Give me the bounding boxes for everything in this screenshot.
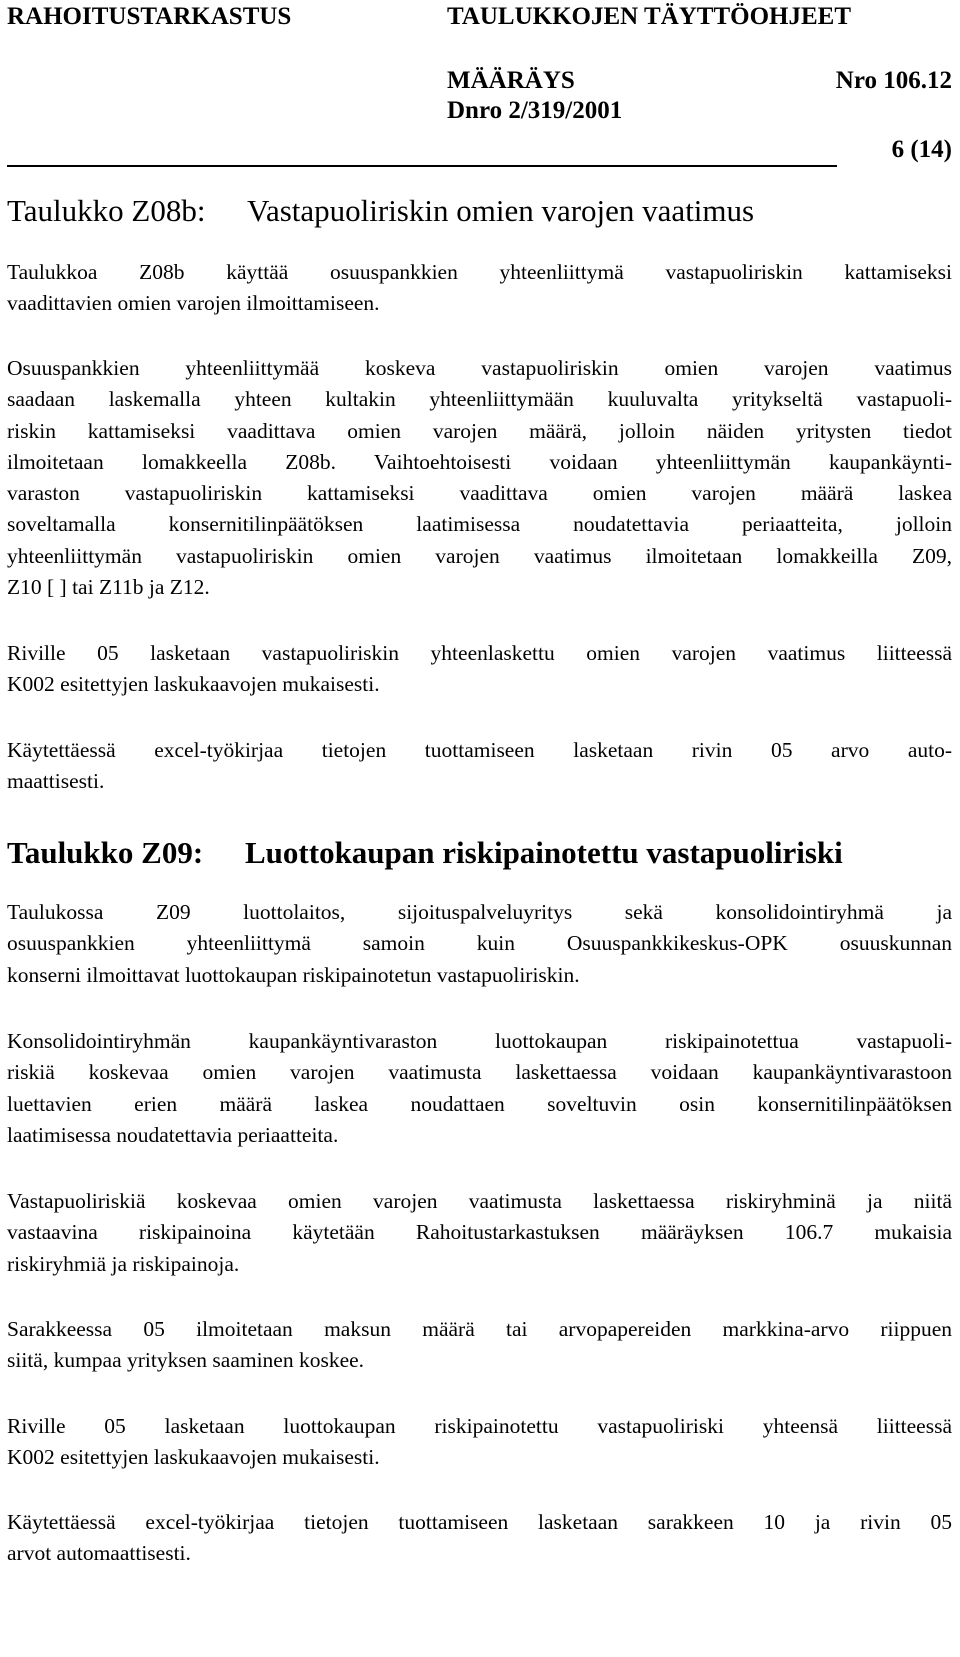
paragraph-line: siitä, kumpaa yrityksen saaminen koskee. (7, 1348, 365, 1373)
paragraph-line: soveltamalla konsernitilinpäätöksen laatimisessa noudatettavia periaatteita, jolloin (7, 512, 952, 537)
paragraph-line: vaadittavien omien varojen ilmoittamiseen. (7, 291, 380, 316)
paragraph-line: Taulukkoa Z08b käyttää osuuspankkien yhteenliittymä vastapuoliriskin kattamiseksi (7, 260, 952, 284)
header-doc-title: TAULUKKOJEN TÄYTTÖOHJEET (447, 3, 852, 30)
paragraph-line: konserni ilmoittavat luottokaupan riskipainotetun vastapuoliriskin. (7, 962, 580, 987)
paragraph (7, 1186, 952, 1280)
paragraph (7, 897, 952, 991)
paragraph (7, 1507, 952, 1570)
section-label: Taulukko Z09: (7, 835, 204, 870)
header-divider (7, 165, 837, 167)
paragraph-line: Osuuspankkien yhteenliittymää koskeva vastapuoliriskin omien varojen vaatimus (7, 356, 952, 380)
header-doc-type: MÄÄRÄYS (447, 67, 575, 94)
paragraph-line: riskin kattamiseksi vaadittava omien varojen määrä, jolloin näiden yritysten tiedot (7, 418, 952, 443)
paragraph (7, 1411, 952, 1474)
paragraph-line: Taulukossa Z09 luottolaitos, sijoituspalveluyritys sekä konsolidointiryhmä ja (7, 900, 952, 924)
header-doc-number: Nro 106.12 (835, 67, 952, 94)
paragraph (7, 638, 952, 701)
paragraph-line: K002 esitettyjen laskukaavojen mukaisesti. (7, 672, 380, 697)
paragraph-line: varaston vastapuoliriskin kattamiseksi vaadittava omien varojen määrä laskea (7, 481, 952, 506)
header-dnro: Dnro 2/319/2001 (447, 97, 623, 124)
paragraph-line: Riville 05 lasketaan luottokaupan riskipainotettu vastapuoliriski yhteensä liitteessä (7, 1414, 952, 1438)
paragraph-line: osuuspankkien yhteenliittymä samoin kuin Osuuspankkikeskus-OPK osuuskunnan (7, 931, 952, 956)
paragraph-line: Käytettäessä excel-työkirjaa tietojen tuottamiseen lasketaan sarakkeen 10 ja rivin 05 (7, 1510, 952, 1534)
section-heading-z08b (7, 193, 754, 229)
paragraph-line: K002 esitettyjen laskukaavojen mukaisesti. (7, 1445, 380, 1470)
paragraph-line: ilmoitetaan lomakkeella Z08b. Vaihtoehtoisesti voidaan yhteenliittymän kaupankäynti- (7, 449, 952, 474)
paragraph-line: vastaavina riskipainoina käytetään Rahoitustarkastuksen määräyksen 106.7 mukaisia (7, 1220, 952, 1245)
paragraph-line: Riville 05 lasketaan vastapuoliriskin yhteenlaskettu omien varojen vaatimus liitteessä (7, 641, 952, 665)
paragraph (7, 257, 952, 320)
paragraph-line: Vastapuoliriskiä koskevaa omien varojen vaatimusta laskettaessa riskiryhminä ja niitä (7, 1189, 952, 1213)
paragraph-line: riskiryhmiä ja riskipainoja. (7, 1251, 240, 1276)
paragraph-line: Sarakkeessa 05 ilmoitetaan maksun määrä tai arvopapereiden markkina-arvo riippuen (7, 1317, 952, 1341)
paragraph (7, 735, 952, 798)
paragraph-line: Konsolidointiryhmän kaupankäyntivaraston luottokaupan riskipainotettua vastapuoli- (7, 1029, 952, 1053)
header-org: RAHOITUSTARKASTUS (7, 3, 292, 30)
section-heading-z09 (7, 835, 843, 871)
page-number: 6 (14) (891, 136, 952, 163)
paragraph-line: maattisesti. (7, 769, 105, 794)
paragraph-line: luettavien erien määrä laskea noudattaen soveltuvin osin konsernitilinpäätöksen (7, 1091, 952, 1116)
paragraph (7, 353, 952, 603)
paragraph-line: arvot automaattisesti. (7, 1541, 191, 1566)
section-label: Taulukko Z08b: (7, 193, 206, 228)
paragraph-line: saadaan laskemalla yhteen kultakin yhteenliittymään kuuluvalta yritykseltä vastapuoli- (7, 387, 952, 412)
paragraph-line: riskiä koskevaa omien varojen vaatimusta laskettaessa voidaan kaupankäyntivarastoon (7, 1060, 952, 1085)
paragraph-line: yhteenliittymän vastapuoliriskin omien varojen vaatimus ilmoitetaan lomakkeilla Z09, (7, 543, 952, 568)
paragraph (7, 1026, 952, 1151)
section-title: Luottokaupan riskipainotettu vastapuoliriski (245, 835, 843, 870)
paragraph-line: laatimisessa noudatettavia periaatteita. (7, 1122, 339, 1147)
section-title: Vastapuoliriskin omien varojen vaatimus (247, 193, 755, 228)
paragraph (7, 1314, 952, 1377)
paragraph-line: Käytettäessä excel-työkirjaa tietojen tuottamiseen lasketaan rivin 05 arvo auto- (7, 738, 952, 762)
paragraph-line: Z10 [ ] tai Z11b ja Z12. (7, 575, 210, 600)
